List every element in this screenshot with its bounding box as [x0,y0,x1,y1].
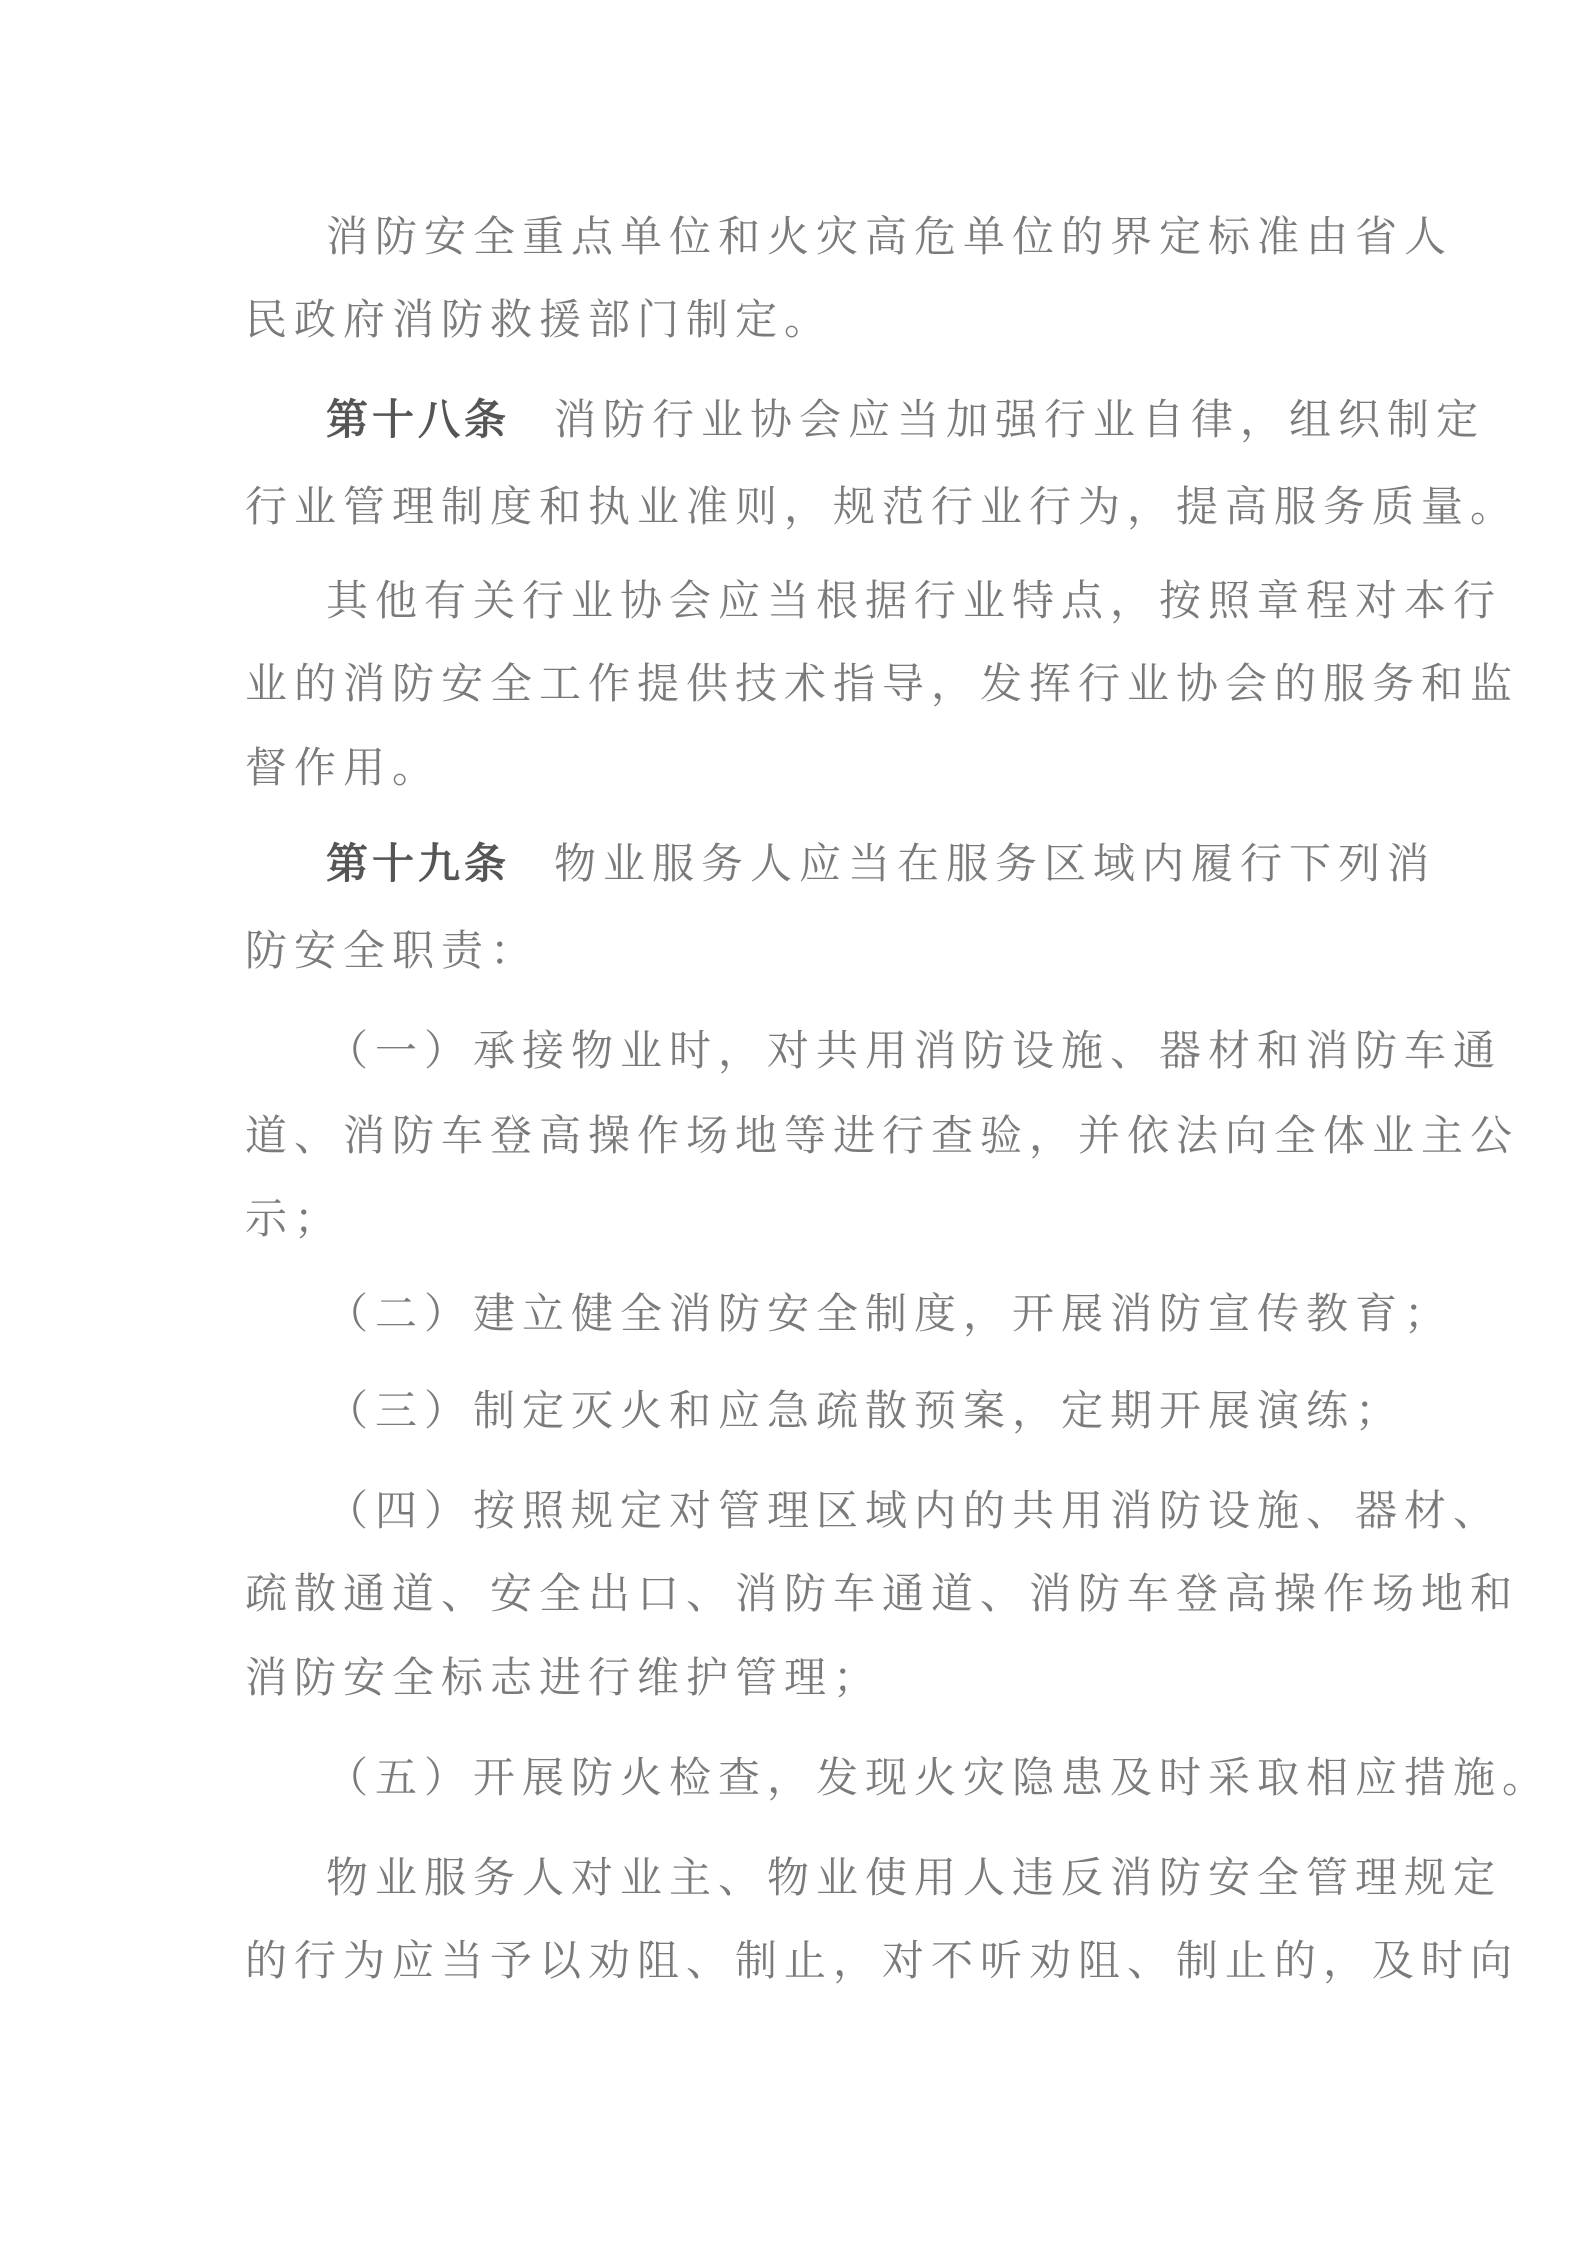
paragraph-line: 防安全职责： [245,926,540,975]
list-item-line: （一）承接物业时，对共用消防设施、器材和消防车通 [326,1026,1503,1075]
paragraph-line: 督作用。 [245,743,442,792]
paragraph-line: 消防安全重点单位和火灾高危单位的界定标准由省人 [326,212,1454,261]
list-item-line: （三）制定灭火和应急疏散预案，定期开展演练； [326,1386,1405,1435]
list-item-line: 道、消防车登高操作场地等进行查验，并依法向全体业主公 [245,1111,1520,1160]
list-item-line: （二）建立健全消防安全制度，开展消防宣传教育； [326,1289,1454,1338]
paragraph-line: 的行为应当予以劝阻、制止，对不听劝阻、制止的，及时向 [245,1936,1520,1985]
paragraph-line: 行业管理制度和执业准则，规范行业行为，提高服务质量。 [245,482,1520,531]
article-19-line [326,839,1436,889]
list-item-line: 示； [245,1194,344,1243]
list-item-line: （五）开展防火检查，发现火灾隐患及时采取相应措施。 [326,1753,1552,1802]
list-item-line: 消防安全标志进行维护管理； [245,1653,883,1702]
article-heading: 第十九条 [326,839,511,888]
list-item-line: （四）按照规定对管理区域内的共用消防设施、器材、 [326,1486,1503,1535]
paragraph-line: 民政府消防救援部门制定。 [245,295,834,344]
paragraph-text: 物业服务人应当在服务区域内履行下列消 [554,839,1437,888]
paragraph-line: 物业服务人对业主、物业使用人违反消防安全管理规定 [326,1853,1503,1902]
article-heading: 第十八条 [326,395,511,444]
paragraph-line: 业的消防安全工作提供技术指导，发挥行业协会的服务和监 [245,659,1520,708]
article-18-line [326,395,1485,445]
list-item-line: 疏散通道、安全出口、消防车通道、消防车登高操作场地和 [245,1569,1520,1618]
paragraph-line: 其他有关行业协会应当根据行业特点，按照章程对本行 [326,576,1503,625]
paragraph-text: 消防行业协会应当加强行业自律，组织制定 [554,395,1486,444]
